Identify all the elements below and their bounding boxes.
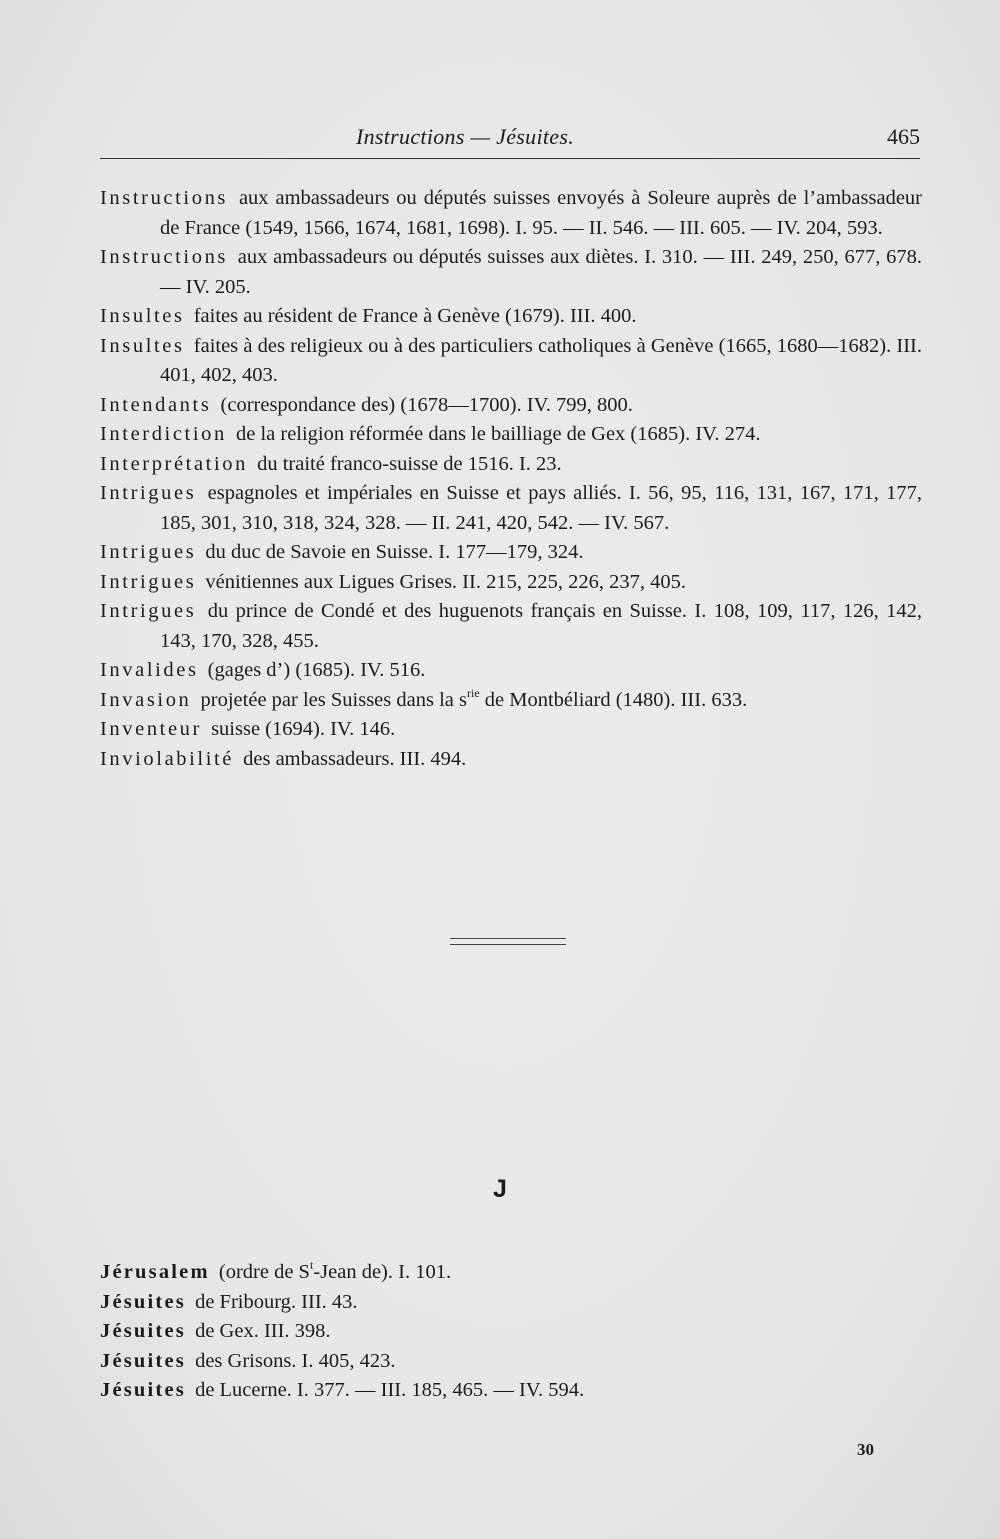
- entry-text-before: (ordre de S: [218, 1261, 310, 1283]
- entry-text: (gages d’) (1685). IV. 516.: [207, 659, 426, 681]
- index-entry: [100, 184, 922, 243]
- entry-text: du traité franco-suisse de 1516. I. 23.: [257, 452, 562, 475]
- index-entry: [100, 745, 922, 775]
- entry-headword: Intrigues: [100, 570, 197, 593]
- index-entry: [100, 1376, 922, 1406]
- entry-text: (correspondance des) (1678—1700). IV. 799, 800.: [220, 393, 633, 416]
- entry-headword: Invalides: [100, 659, 199, 681]
- entry-headword: Jésuites: [100, 1349, 186, 1372]
- index-entry: [100, 1258, 922, 1288]
- entry-headword: Jérusalem: [100, 1261, 210, 1283]
- running-title: Instructions — Jésuites.: [355, 124, 574, 149]
- index-entry: [100, 243, 922, 302]
- section-letter: J: [493, 1175, 507, 1203]
- entry-text: de Gex. III. 398.: [195, 1320, 331, 1342]
- entry-text-before: projetée par les Suisses dans la s: [200, 688, 467, 711]
- entry-headword: Interprétation: [100, 452, 248, 475]
- section-divider: [450, 938, 566, 945]
- signature-mark: 30: [857, 1440, 874, 1459]
- index-entries-i: [100, 184, 922, 774]
- entry-headword: Instructions: [100, 246, 228, 268]
- entry-headword: Intrigues: [100, 482, 197, 504]
- entry-text: de la religion réformée dans le bailliage de Gex (1685). IV. 274.: [235, 423, 761, 445]
- index-entry: [100, 420, 922, 450]
- index-entry: [100, 715, 922, 745]
- entry-text: espagnoles et impériales en Suisse et pays alliés. I. 56, 95, 116, 131, 167, 171, 177, 185, 301, 310, 318, 324, 328. — II. 241, 420, 542. — IV. 567.: [160, 482, 923, 534]
- entry-text: de Lucerne. I. 377. — III. 185, 465. — IV. 594.: [195, 1379, 585, 1401]
- entry-text: des ambassadeurs. III. 494.: [243, 747, 467, 770]
- entry-text: aux ambassadeurs ou députés suisses envoyés à Soleure auprès de l’ambassadeur de France (1549, 1566, 1674, 1681, 1698). I. 95. — II. 546. — III. 605. — IV. 204, 593.: [160, 187, 923, 239]
- page-number: 465: [887, 124, 920, 149]
- entry-headword: Jésuites: [100, 1320, 186, 1342]
- entry-text: de Fribourg. III. 43.: [195, 1290, 358, 1313]
- superscript-abbrev: t: [309, 1258, 314, 1272]
- entry-text: des Grisons. I. 405, 423.: [195, 1349, 396, 1372]
- index-entry: [100, 391, 922, 421]
- entry-text: faites au résident de France à Genève (1679). III. 400.: [193, 305, 637, 327]
- index-entry: [100, 1317, 922, 1347]
- index-entry: [100, 656, 922, 686]
- entry-text: du prince de Condé et des huguenots français en Suisse. I. 108, 109, 117, 126, 142, 143, 170, 328, 455.: [160, 600, 922, 652]
- entry-headword: Intrigues: [100, 541, 197, 563]
- entry-headword: Invasion: [100, 688, 192, 711]
- entry-text-after: de Montbéliard (1480). III. 633.: [479, 688, 748, 711]
- index-entries-j: [100, 1258, 922, 1406]
- entry-headword: Jésuites: [100, 1290, 186, 1313]
- index-entry: [100, 302, 922, 332]
- entry-text: aux ambassadeurs ou députés suisses aux diètes. I. 310. — III. 249, 250, 677, 678. — IV. 205.: [160, 246, 923, 298]
- index-entry: [100, 597, 922, 656]
- entry-headword: Jésuites: [100, 1379, 186, 1401]
- entry-text: faites à des religieux ou à des particuliers catholiques à Genève (1665, 1680—1682). III. 401, 402, 403.: [160, 334, 923, 386]
- entry-text: [218, 1258, 452, 1283]
- entry-text: [200, 685, 748, 711]
- entry-headword: Interdiction: [100, 423, 227, 445]
- running-head: [100, 118, 920, 159]
- entry-headword: Instructions: [100, 187, 228, 209]
- index-entry: [100, 686, 922, 716]
- entry-text: suisse (1694). IV. 146.: [211, 718, 396, 740]
- entry-headword: Insultes: [100, 305, 185, 327]
- entry-text-after: -Jean de). I. 101.: [313, 1261, 452, 1283]
- index-entry: [100, 538, 922, 568]
- index-entry: [100, 450, 922, 480]
- index-entry: [100, 1347, 922, 1377]
- index-entry: [100, 568, 922, 598]
- entry-text: vénitiennes aux Ligues Grises. II. 215, 225, 226, 237, 405.: [205, 570, 686, 593]
- entry-headword: Insultes: [100, 334, 185, 357]
- index-entry: [100, 1288, 922, 1318]
- entry-headword: Intrigues: [100, 600, 197, 622]
- entry-text: du duc de Savoie en Suisse. I. 177—179, 324.: [205, 541, 584, 563]
- index-entry: [100, 332, 922, 391]
- entry-headword: Inventeur: [100, 718, 202, 740]
- superscript-abbrev: rie: [466, 685, 480, 700]
- entry-headword: Intendants: [100, 393, 212, 416]
- entry-headword: Inviolabilité: [100, 747, 234, 770]
- index-entry: [100, 479, 922, 538]
